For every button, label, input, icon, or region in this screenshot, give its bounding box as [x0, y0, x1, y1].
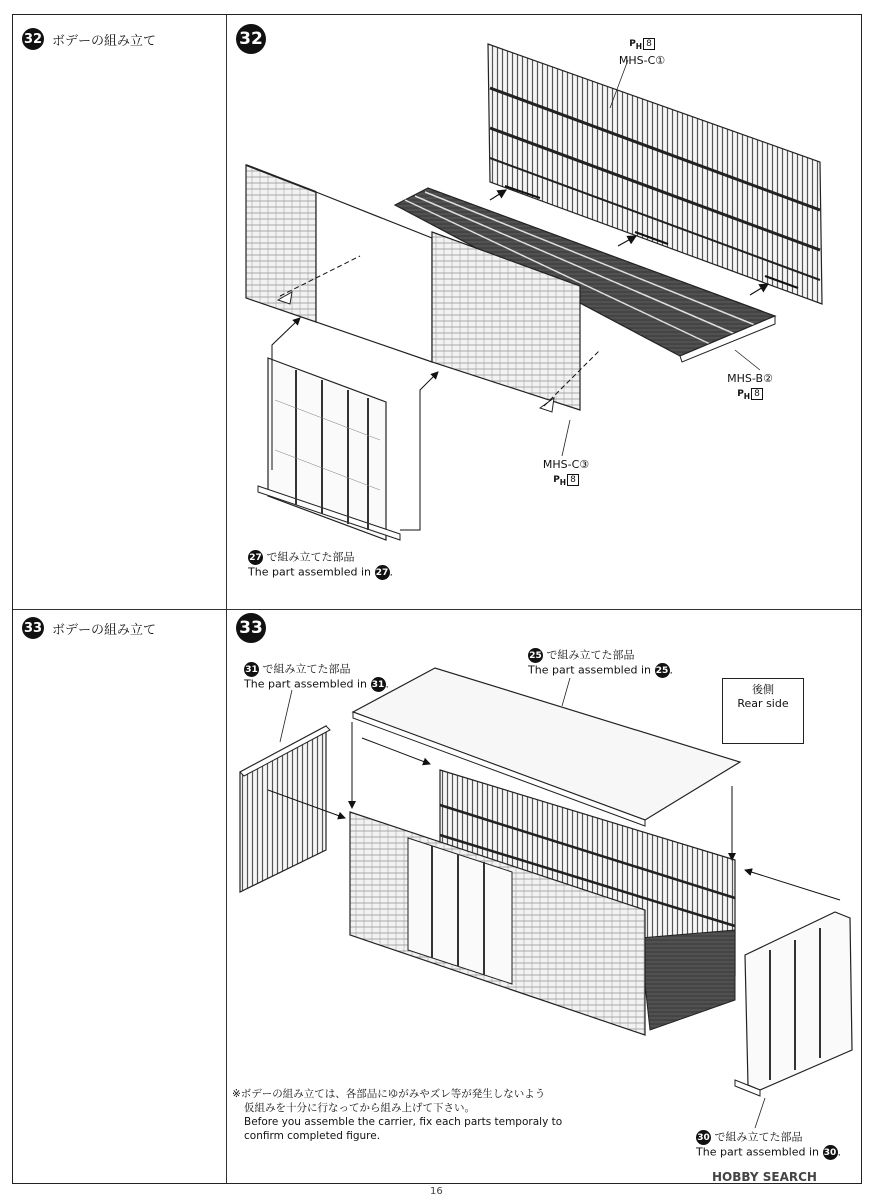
top-panel-part-number: MHS-C①	[618, 53, 666, 67]
step-33-badge: 33	[22, 617, 44, 639]
step-32-title: ボデーの組み立て	[52, 33, 157, 49]
parts-tree-icon: $P_H$ 8	[553, 473, 579, 490]
subassembly-25-jp: で組み立てた部品	[546, 648, 635, 662]
subassembly-27-jp: で組み立てた部品	[266, 550, 355, 564]
floor-label	[722, 372, 778, 404]
rear-side-jp: 後側	[752, 683, 774, 696]
step-ref-badge: 30	[696, 1130, 711, 1145]
step-33-large-badge: 33	[236, 613, 266, 643]
door-frame-subassembly-27	[258, 358, 400, 540]
rear-door-subassembly-30	[735, 912, 852, 1096]
subassembly-30-en: The part assembled in	[696, 1145, 820, 1159]
subassembly-27-callout: 27 で組み立てた部品 The part assembled in 27.	[248, 550, 394, 579]
step-ref-badge: 30	[823, 1145, 838, 1160]
step-ref-badge: 31	[371, 677, 386, 692]
subassembly-31-en: The part assembled in	[244, 677, 368, 691]
assembly-note	[232, 1087, 562, 1143]
subassembly-31-jp: で組み立てた部品	[262, 662, 351, 676]
rear-side-en: Rear side	[737, 697, 789, 710]
note-en-line-1: Before you assemble the carrier, fix each parts temporaly to	[244, 1116, 563, 1128]
step-ref-badge: 31	[244, 662, 259, 677]
watermark: HOBBY SEARCH	[712, 1170, 817, 1184]
step-ref-badge: 27	[248, 550, 263, 565]
subassembly-30-callout: 30 で組み立てた部品 The part assembled in 30.	[696, 1130, 842, 1159]
parts-tree-icon: $P_H$ 8	[737, 387, 763, 404]
step-ref-badge: 25	[528, 648, 543, 663]
step-ref-badge: 25	[655, 663, 670, 678]
rear-side-inset	[722, 678, 804, 744]
side-panel-label	[536, 458, 596, 490]
step-33-title: ボデーの組み立て	[52, 622, 157, 638]
subassembly-27-en: The part assembled in	[248, 565, 372, 579]
note-en-line-2: confirm completed figure.	[244, 1130, 381, 1142]
subassembly-30-jp: で組み立てた部品	[714, 1130, 803, 1144]
front-end-wall-31	[240, 726, 330, 892]
side-panel-part-number: MHS-C③	[542, 458, 590, 471]
floor-part-number: MHS-B②	[727, 372, 773, 385]
note-jp-line-1: ※ボデーの組み立ては、各部品にゆがみやズレ等が発生しないよう	[232, 1088, 546, 1100]
step-32-large-badge: 32	[236, 24, 266, 54]
subassembly-31-callout: 31 で組み立てた部品 The part assembled in 31.	[244, 662, 390, 691]
note-jp-line-2: 仮組みを十分に行なってから組み上げて下さい。	[244, 1102, 475, 1114]
step-32-badge: 32	[22, 28, 44, 50]
top-panel-label	[612, 36, 672, 68]
parts-tree-icon: $P_H$ 8	[629, 37, 655, 54]
subassembly-25-en: The part assembled in	[528, 663, 652, 677]
page-number: 16	[430, 1186, 443, 1197]
subassembly-25-callout: 25 で組み立てた部品 The part assembled in 25.	[528, 648, 674, 677]
step-ref-badge: 27	[375, 565, 390, 580]
